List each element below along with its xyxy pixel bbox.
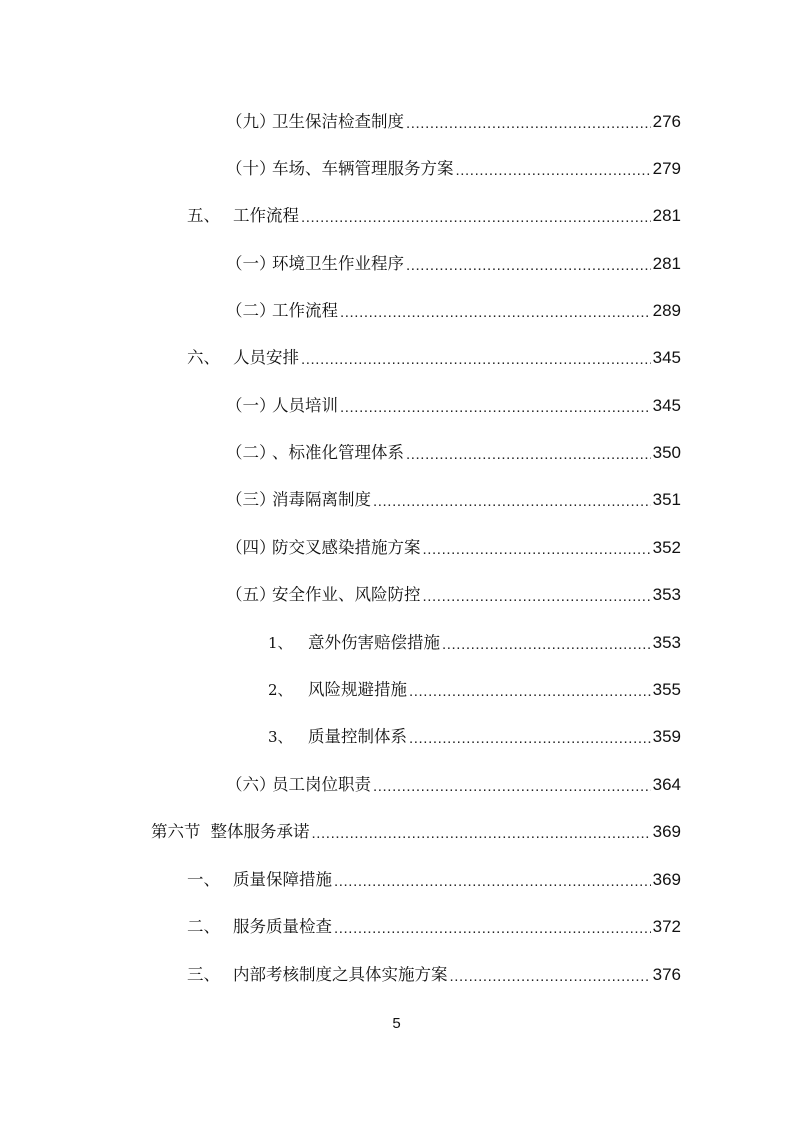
toc-entry-page: 351: [652, 490, 681, 509]
dot-leader: [450, 967, 651, 987]
toc-entry-title: 服务质量检查: [233, 917, 332, 936]
toc-entry-page: 359: [652, 727, 681, 746]
toc-entry-number: 六、: [187, 348, 220, 367]
toc-entry-number: 第六节: [151, 822, 201, 841]
toc-entry-page: 353: [652, 585, 681, 604]
toc-entry[interactable]: [187, 963, 681, 987]
dot-leader: [456, 161, 651, 181]
toc-entry-number: （九）: [226, 112, 276, 131]
toc-entry[interactable]: [187, 915, 681, 939]
toc-entry-title: 防交叉感染措施方案: [272, 538, 421, 557]
dot-leader: [373, 492, 651, 512]
toc-entry[interactable]: [226, 441, 681, 465]
toc-entry-title: 、标准化管理体系: [272, 443, 404, 462]
toc-entry-title: 环境卫生作业程序: [272, 254, 404, 273]
dot-leader: [301, 350, 651, 370]
toc-entry-page: 345: [652, 348, 681, 367]
toc-entry-page: 369: [652, 822, 681, 841]
toc-entry[interactable]: [226, 583, 681, 607]
toc-entry[interactable]: [226, 252, 681, 276]
toc-entry[interactable]: [226, 536, 681, 560]
toc-entry-number: （二）: [226, 301, 276, 320]
toc-entry-page: 281: [652, 206, 681, 225]
toc-entry[interactable]: [226, 299, 681, 323]
dot-leader: [423, 540, 651, 560]
toc-entry-title: 意外伤害赔偿措施: [308, 633, 440, 652]
toc-entry-title: 质量控制体系: [308, 727, 407, 746]
toc-entry-title: 员工岗位职责: [272, 775, 371, 794]
toc-entry-page: 276: [652, 112, 681, 131]
toc-entry-number: 3、: [268, 728, 293, 746]
dot-leader: [409, 729, 651, 749]
toc-entry-number: 1、: [268, 634, 293, 652]
dot-leader: [340, 398, 651, 418]
dot-leader: [340, 303, 651, 323]
toc-entry-page: 372: [652, 917, 681, 936]
toc-entry-number: 五、: [187, 206, 220, 225]
toc-entry-page: 352: [652, 538, 681, 557]
toc-entry-page: 355: [652, 680, 681, 699]
toc-entry[interactable]: [268, 631, 681, 655]
toc-entry-page: 364: [652, 775, 681, 794]
toc-entry-title: 人员安排: [233, 348, 299, 367]
toc-entry-title: 整体服务承诺: [210, 822, 310, 841]
toc-entry[interactable]: [226, 394, 681, 418]
toc-entry[interactable]: [187, 204, 681, 228]
toc-entry-number: （五）: [226, 585, 276, 604]
toc-entry-number: （四）: [226, 538, 276, 557]
toc-entry[interactable]: [268, 725, 681, 749]
toc-entry-title: 消毒隔离制度: [272, 490, 371, 509]
dot-leader: [409, 682, 651, 702]
toc-entry-page: 376: [652, 965, 681, 984]
toc-entry[interactable]: [187, 346, 681, 370]
toc-entry-number: 一、: [187, 870, 220, 889]
toc-entry-page: 289: [652, 301, 681, 320]
toc-entry-title: 人员培训: [272, 396, 338, 415]
toc-entry-number: （十）: [226, 159, 276, 178]
toc-entry-title: 质量保障措施: [233, 870, 332, 889]
toc-entry-number: 2、: [268, 681, 293, 699]
toc-entry-page: 279: [652, 159, 681, 178]
toc-entry[interactable]: [226, 488, 681, 512]
toc-entry-title: 内部考核制度之具体实施方案: [233, 965, 448, 984]
dot-leader: [406, 445, 651, 465]
dot-leader: [373, 777, 651, 797]
toc-entry[interactable]: [187, 868, 681, 892]
toc-entry[interactable]: [226, 110, 681, 134]
toc-entry-title: 车场、车辆管理服务方案: [272, 159, 454, 178]
toc-entry-page: 369: [652, 870, 681, 889]
dot-leader: [312, 824, 651, 844]
toc-entry-page: 345: [652, 396, 681, 415]
toc-entry-number: （二）: [226, 443, 276, 462]
dot-leader: [442, 635, 651, 655]
dot-leader: [406, 256, 651, 276]
toc-entry[interactable]: [226, 157, 681, 181]
toc-entry-title: 工作流程: [233, 206, 299, 225]
toc-entry-page: 353: [652, 633, 681, 652]
toc-entry-number: 三、: [187, 965, 220, 984]
toc-entry-number: （六）: [226, 775, 276, 794]
dot-leader: [301, 208, 651, 228]
toc-entry-page: 350: [652, 443, 681, 462]
dot-leader: [334, 872, 651, 892]
toc-entry[interactable]: [226, 773, 681, 797]
toc-entry-title: 风险规避措施: [308, 680, 407, 699]
toc-entry[interactable]: [151, 820, 681, 844]
toc-entry-title: 安全作业、风险防控: [272, 585, 421, 604]
toc-entry-number: （一）: [226, 396, 276, 415]
dot-leader: [423, 587, 651, 607]
dot-leader: [334, 919, 651, 939]
toc-entry-number: （三）: [226, 490, 276, 509]
toc-entry-number: （一）: [226, 254, 276, 273]
page-number: 5: [392, 1015, 401, 1032]
toc-entry-title: 工作流程: [272, 301, 338, 320]
toc-entry-page: 281: [652, 254, 681, 273]
dot-leader: [406, 114, 651, 134]
toc-entry[interactable]: [268, 678, 681, 702]
toc-entry-number: 二、: [187, 917, 220, 936]
toc-entry-title: 卫生保洁检查制度: [272, 112, 404, 131]
